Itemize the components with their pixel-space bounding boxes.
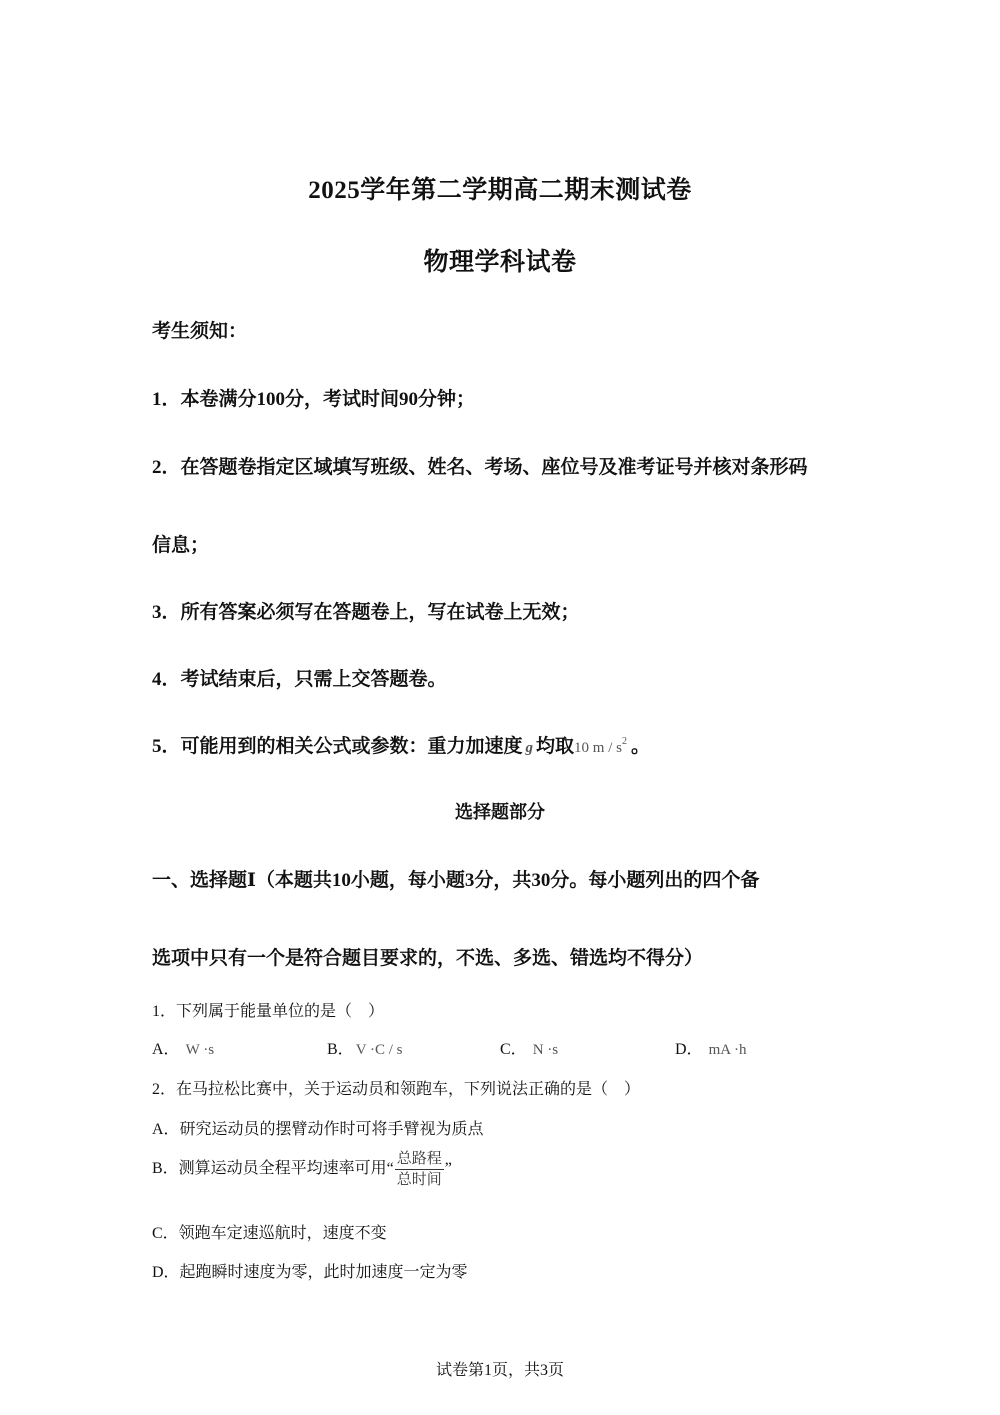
fraction-denominator: 总时间 — [396, 1172, 442, 1188]
notice-item-2-line2: 信息； — [152, 535, 210, 556]
question-2-stem: 2．在马拉松比赛中，关于运动员和领跑车，下列说法正确的是（ ） — [152, 1081, 641, 1098]
notice-heading: 考生须知： — [152, 321, 248, 342]
question-1-option-d: D． mA ·h — [675, 1041, 747, 1058]
fraction — [395, 1150, 444, 1189]
question-2-option-d: D．起跑瞬时速度为零，此时加速度一定为零 — [152, 1264, 468, 1281]
question-1-option-b: B． V ·C / s — [327, 1041, 403, 1058]
notice-item-5-prefix: 5．可能用到的相关公式或参数：重力加速度 — [152, 736, 523, 757]
page-subtitle: 物理学科试卷 — [423, 249, 577, 276]
question-1-stem: 1．下列属于能量单位的是（ ） — [152, 1003, 385, 1020]
question-2-option-a: A．研究运动员的摆臂动作时可将手臂视为质点 — [152, 1121, 484, 1138]
question-2-option-c: C．领跑车定速巡航时，速度不变 — [152, 1225, 387, 1242]
notice-item-5-suffix: 。 — [630, 736, 650, 757]
notice-item-5-mid: 均取 — [536, 736, 575, 757]
section-heading-line1: 一、选择题Ⅰ（本题共10小题，每小题3分，共30分。每小题列出的四个备 — [152, 870, 760, 891]
question-2-option-b: B．测算运动员全程平均速率可用“ $\frac{\text{总路程}}{\text{总时间}}$ ” — [152, 1151, 452, 1188]
section-heading-line2: 选项中只有一个是符合题目要求的，不选、多选、错选均不得分） — [152, 948, 704, 969]
question-1-option-c: C． N ·s — [500, 1041, 559, 1058]
page-title: 2025学年第二学期高二期末测试卷 — [308, 177, 692, 204]
section-part-title: 选择题部分 — [455, 802, 545, 822]
page-footer: 试卷第1页，共3页 — [435, 1362, 564, 1379]
notice-item-5 — [152, 731, 650, 758]
notice-item-2-line1: 2．在答题卷指定区域填写班级、姓名、考场、座位号及准考证号并核对条形码 — [152, 457, 808, 478]
gravity-value: 10 m / $s^2$ — [574, 736, 627, 756]
notice-item-3: 3．所有答案必须写在答题卷上，写在试卷上无效； — [152, 602, 580, 623]
gravity-symbol: g — [525, 740, 534, 756]
question-1-option-a: A． W ·s — [152, 1041, 215, 1058]
notice-item-1: 1．本卷满分100分，考试时间90分钟； — [152, 389, 476, 410]
fraction-numerator: 总路程 — [395, 1150, 444, 1170]
notice-item-4: 4．考试结束后，只需上交答题卷。 — [152, 669, 447, 690]
